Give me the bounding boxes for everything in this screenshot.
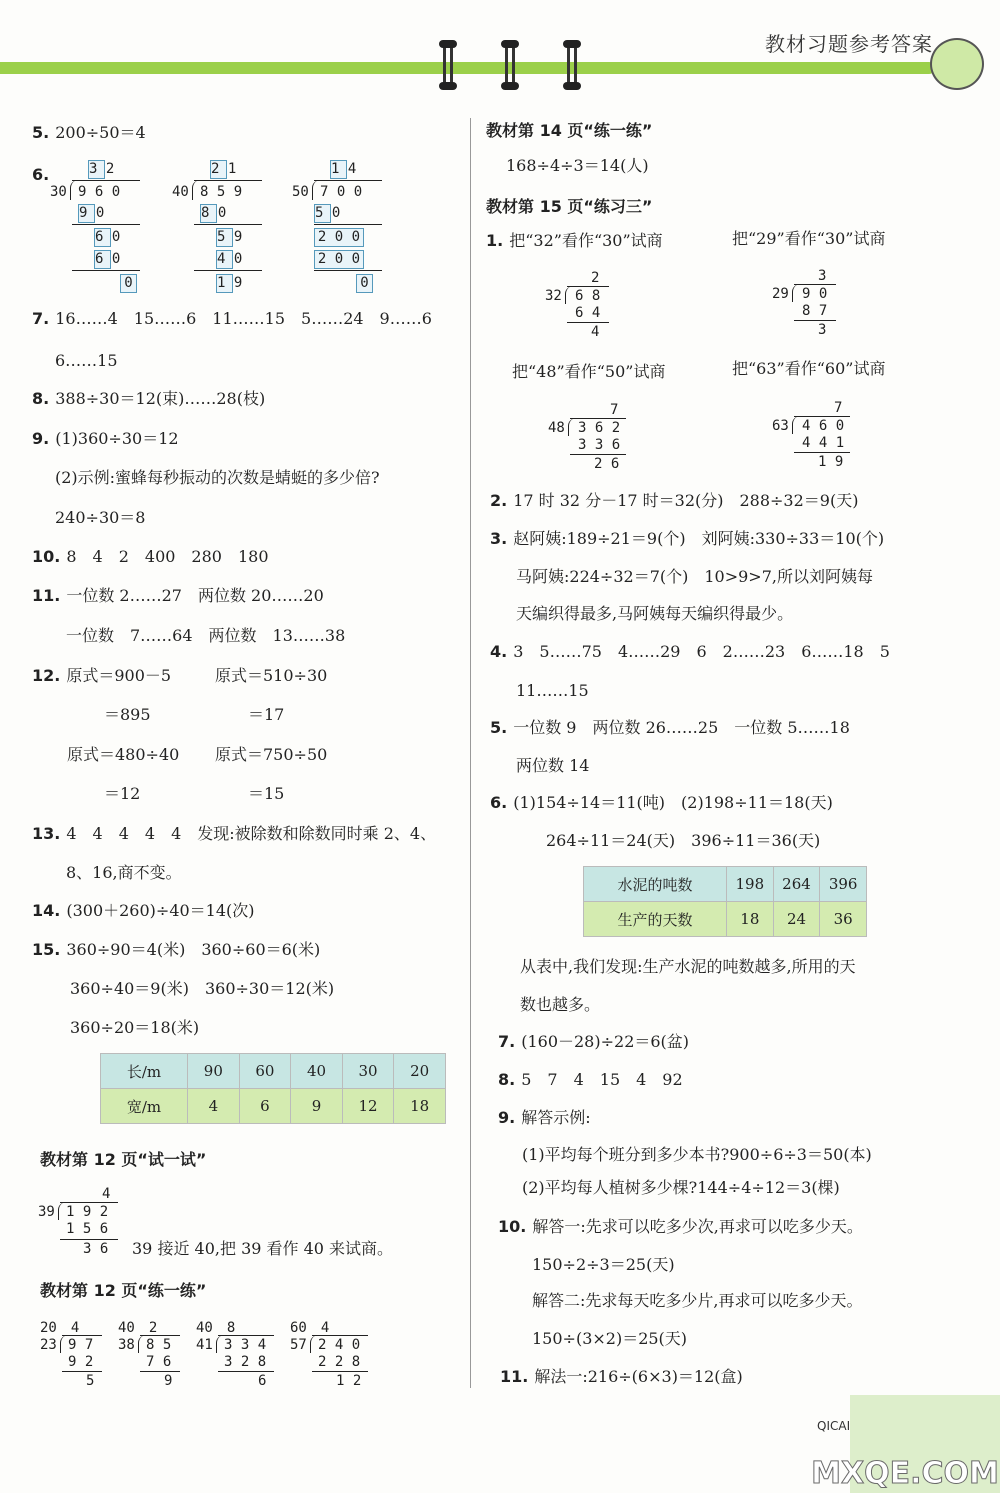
table-cell: 生产的天数 — [584, 902, 727, 937]
page-title: 教材习题参考答案 — [765, 32, 933, 56]
subtraction-line — [62, 1371, 102, 1372]
divisor: 48 — [548, 420, 565, 436]
divisor: 32 — [545, 288, 562, 304]
table-cell: 24 — [773, 902, 820, 937]
table-row — [584, 867, 867, 902]
answer-r1: 1. 把“32”看作“30”试商 — [486, 231, 663, 250]
answer-p14: 168÷4÷3＝14(人) — [506, 156, 649, 175]
divisor: 38 — [118, 1337, 135, 1353]
answer-box: 2 0 0 — [314, 250, 364, 269]
product: 8 7 — [802, 303, 828, 319]
divisor: 50 — [292, 184, 309, 200]
product: 3 2 8 — [224, 1354, 267, 1370]
header-bar — [0, 62, 935, 74]
answer-7: 7. 16……4 15……6 11……15 5……24 9……6 — [32, 309, 432, 328]
answer-r1-d: 把“63”看作“60”试商 — [732, 359, 886, 378]
subtraction-line — [72, 224, 140, 225]
division-bracket — [565, 286, 574, 304]
table-row — [101, 1054, 446, 1089]
answer-r10-line2: 150÷2÷3＝25(天) — [532, 1255, 675, 1274]
remainder: 1 2 — [336, 1373, 362, 1389]
divisor: 39 — [38, 1204, 55, 1220]
division-bar — [194, 180, 262, 181]
answer-12-a2: ＝895 — [104, 705, 151, 724]
answer-r3-line2: 马阿姨:224÷32＝7(个) 10>9>7,所以刘阿姨每 — [516, 567, 873, 586]
dividend: 3 6 2 — [578, 420, 621, 436]
dividend: 9 6 0 — [78, 184, 121, 200]
dividend: 4 6 0 — [802, 418, 845, 434]
answer-box: 1 9 — [217, 275, 243, 291]
long-division — [48, 160, 143, 290]
quotient: 3 — [818, 268, 827, 284]
long-division — [38, 1186, 118, 1261]
division-bar — [72, 180, 140, 181]
long-division — [290, 160, 385, 290]
dividend: 8 5 9 — [200, 184, 243, 200]
remainder: 1 9 — [818, 454, 844, 470]
long-division — [772, 268, 842, 340]
answer-r7: 7. (160－28)÷22＝6(盆) — [498, 1032, 690, 1051]
mascot-icon — [930, 38, 984, 90]
division-bar — [794, 284, 836, 285]
long-division — [545, 270, 615, 342]
answer-9-line3: 240÷30＝8 — [55, 508, 146, 527]
answer-8: 8. 388÷30＝12(束)……28(枝) — [32, 389, 266, 408]
answer-r8: 8. 5 7 4 15 4 92 — [498, 1070, 683, 1089]
answer-box: 0 — [120, 274, 137, 293]
answer-r9: 9. 解答示例: — [498, 1108, 591, 1127]
answer-box: 6 0 — [95, 251, 121, 267]
quotient: 7 — [610, 402, 619, 418]
subtraction-line — [570, 454, 626, 455]
answer-box: 5 0 — [315, 205, 341, 221]
estimate: 20 4 — [40, 1320, 80, 1336]
remainder: 3 6 — [83, 1241, 109, 1257]
remainder: 2 6 — [594, 456, 620, 472]
product: 3 3 6 — [578, 437, 621, 453]
table-cell: 9 — [291, 1089, 343, 1124]
long-division — [290, 1320, 368, 1390]
division-bar — [570, 418, 626, 419]
answer-6-number: 6. — [32, 165, 50, 184]
answer-r6-line3: 从表中,我们发现:生产水泥的吨数越多,所用的天 — [520, 957, 856, 976]
dividend: 8 5 — [146, 1337, 172, 1353]
table-cell: 30 — [342, 1054, 394, 1089]
division-bracket — [568, 418, 577, 436]
answer-12: 12. 原式＝900－5 — [32, 666, 172, 685]
answer-box: 4 0 — [217, 251, 243, 267]
answer-r1-b: 把“29”看作“30”试商 — [732, 229, 886, 248]
answer-9: 9. (1)360÷30＝12 — [32, 429, 179, 448]
answer-14: 14. (300＋260)÷40＝14(次) — [32, 901, 255, 920]
table-cell: 4 — [188, 1089, 240, 1124]
division-bar — [60, 1202, 118, 1203]
section-heading: 教材第 15 页“练习三” — [486, 197, 653, 216]
decorative-knot-icon — [505, 40, 515, 90]
dividend: 2 4 0 — [318, 1337, 361, 1353]
answer-r4: 4. 3 5……75 4……29 6 2……23 6……18 5 — [490, 642, 890, 661]
estimate: 60 4 — [290, 1320, 330, 1336]
divisor: 40 — [172, 184, 189, 200]
table-row — [584, 902, 867, 937]
table-cell: 198 — [727, 867, 774, 902]
answer-r6-line4: 数也越多。 — [520, 995, 601, 1014]
answer-r4-cont: 11……15 — [516, 681, 589, 700]
long-division — [40, 1320, 102, 1390]
divisor: 63 — [772, 418, 789, 434]
answer-r2: 2. 17 时 32 分－17 时＝32(分) 288÷32＝9(天) — [490, 491, 859, 510]
long-division — [118, 1320, 180, 1390]
subtraction-line — [567, 322, 609, 323]
answer-11: 11. 一位数 2……27 两位数 20……20 — [32, 586, 324, 605]
division-bar — [140, 1335, 180, 1336]
answer-12-d1: 原式＝750÷50 — [215, 745, 328, 764]
divisor: 30 — [50, 184, 67, 200]
length-width-table — [100, 1053, 446, 1124]
table-cell: 18 — [727, 902, 774, 937]
remainder: 3 — [818, 322, 827, 338]
cement-days-table — [583, 866, 867, 937]
answer-7-cont: 6……15 — [55, 351, 118, 370]
subtraction-line — [194, 224, 262, 225]
section-heading: 教材第 12 页“试一试” — [40, 1150, 207, 1169]
table-cell: 12 — [342, 1089, 394, 1124]
table-row — [101, 1089, 446, 1124]
answer-10: 10. 8 4 2 400 280 180 — [32, 547, 269, 566]
subtraction-line — [314, 270, 382, 271]
answer-box: 2 0 0 — [314, 228, 364, 247]
answer-box: 2 1 — [211, 161, 237, 177]
remainder: 9 — [164, 1373, 173, 1389]
dividend: 9 7 — [68, 1337, 94, 1353]
table-cell: 264 — [773, 867, 820, 902]
product: 1 5 6 — [66, 1221, 109, 1237]
table-cell: 40 — [291, 1054, 343, 1089]
answer-r3: 3. 赵阿姨:189÷21＝9(个) 刘阿姨:330÷33＝10(个) — [490, 529, 885, 548]
dividend: 6 8 — [575, 288, 601, 304]
subtraction-line — [218, 1371, 274, 1372]
divisor: 23 — [40, 1337, 57, 1353]
decorative-knot-icon — [567, 40, 577, 90]
footer-brand: QICAI — [817, 1419, 851, 1433]
product: 2 2 8 — [318, 1354, 361, 1370]
table-cell: 396 — [820, 867, 867, 902]
answer-12-c1: 原式＝480÷40 — [67, 745, 180, 764]
divisor: 29 — [772, 286, 789, 302]
decorative-knot-icon — [443, 40, 453, 90]
subtraction-line — [312, 1371, 368, 1372]
answer-box: 3 2 — [89, 161, 115, 177]
divisor: 41 — [196, 1337, 213, 1353]
dividend: 9 0 — [802, 286, 828, 302]
table-cell: 6 — [239, 1089, 291, 1124]
quotient: 7 — [834, 400, 843, 416]
answer-13: 13. 4 4 4 4 4 发现:被除数和除数同时乘 2、4、 — [32, 824, 437, 843]
estimate: 40 2 — [118, 1320, 158, 1336]
watermark-logo-icon — [805, 1395, 1000, 1493]
long-division — [196, 1320, 274, 1390]
product: 9 2 — [68, 1354, 94, 1370]
division-bar — [567, 286, 609, 287]
answer-r6-line2: 264÷11＝24(天) 396÷11＝36(天) — [546, 831, 821, 850]
division-bar — [62, 1335, 102, 1336]
table-cell: 水泥的吨数 — [584, 867, 727, 902]
answer-r3-line3: 天编织得最多,马阿姨每天编织得最少。 — [516, 604, 794, 623]
answer-12-b1: 原式＝510÷30 — [215, 666, 328, 685]
subtraction-line — [60, 1239, 118, 1240]
product: 6 4 — [575, 305, 601, 321]
table-cell: 宽/m — [101, 1089, 188, 1124]
answer-12-b2: ＝17 — [248, 705, 285, 724]
answer-box: 5 9 — [217, 229, 243, 245]
division-bar — [312, 1335, 368, 1336]
answer-box: 6 0 — [95, 229, 121, 245]
long-division — [170, 160, 265, 290]
column-divider — [470, 118, 471, 1388]
answer-box: 9 0 — [79, 205, 105, 221]
long-division — [548, 402, 626, 474]
answer-r11: 11. 解法一:216÷(6×3)＝12(盒) — [500, 1367, 743, 1386]
try-note: 39 接近 40,把 39 看作 40 来试商。 — [132, 1239, 394, 1258]
answer-r9-line3: (2)平均每人植树多少棵?144÷4÷12＝3(棵) — [522, 1178, 840, 1197]
dividend: 7 0 0 — [320, 184, 363, 200]
dividend: 1 9 2 — [66, 1204, 109, 1220]
answer-12-d2: ＝15 — [248, 784, 285, 803]
division-bar — [794, 416, 850, 417]
answer-15-line3: 360÷20＝18(米) — [70, 1018, 200, 1037]
answer-r10: 10. 解答一:先求可以吃多少次,再求可以吃多少天。 — [498, 1217, 863, 1236]
answer-box: 1 4 — [331, 161, 357, 177]
table-cell: 20 — [394, 1054, 446, 1089]
answer-r6: 6. (1)154÷14＝11(吨) (2)198÷11＝18(天) — [490, 793, 833, 812]
quotient: 4 — [102, 1186, 111, 1202]
answer-r10-line3: 解答二:先求每天吃多少片,再求可以吃多少天。 — [532, 1291, 863, 1310]
section-heading: 教材第 14 页“练一练” — [486, 121, 653, 140]
answer-13-cont: 8、16,商不变。 — [66, 863, 182, 882]
answer-5: 5. 200÷50＝4 — [32, 123, 146, 142]
answer-r9-line2: (1)平均每个班分到多少本书?900÷6÷3＝50(本) — [522, 1145, 872, 1164]
product: 7 6 — [146, 1354, 172, 1370]
subtraction-line — [72, 270, 140, 271]
answer-r10-line4: 150÷(3×2)＝25(天) — [532, 1329, 688, 1348]
subtraction-line — [140, 1371, 180, 1372]
subtraction-line — [794, 452, 850, 453]
answer-9-line2: (2)示例:蜜蜂每秒振动的次数是蜻蜓的多少倍? — [55, 468, 380, 487]
remainder: 5 — [86, 1373, 95, 1389]
answer-15-line2: 360÷40＝9(米) 360÷30＝12(米) — [70, 979, 335, 998]
answer-r5: 5. 一位数 9 两位数 26……25 一位数 5……18 — [490, 718, 850, 737]
long-division — [772, 400, 850, 472]
product: 4 4 1 — [802, 435, 845, 451]
table-cell: 长/m — [101, 1054, 188, 1089]
answer-12-c2: ＝12 — [104, 784, 141, 803]
table-cell: 18 — [394, 1089, 446, 1124]
division-bracket — [792, 416, 801, 434]
answer-box: 8 0 — [201, 205, 227, 221]
subtraction-line — [194, 270, 262, 271]
division-bracket — [792, 284, 801, 302]
division-bar — [314, 180, 382, 181]
estimate: 40 8 — [196, 1320, 236, 1336]
subtraction-line — [314, 224, 382, 225]
answer-11-line2: 一位数 7……64 两位数 13……38 — [66, 626, 346, 645]
dividend: 3 3 4 — [224, 1337, 267, 1353]
watermark-text: MXQE.COM — [811, 1456, 999, 1491]
remainder: 4 — [591, 324, 600, 340]
division-bar — [218, 1335, 274, 1336]
table-cell: 36 — [820, 902, 867, 937]
section-heading: 教材第 12 页“练一练” — [40, 1281, 207, 1300]
answer-box: 0 — [356, 274, 373, 293]
answer-15: 15. 360÷90＝4(米) 360÷60＝6(米) — [32, 940, 321, 959]
quotient: 2 — [591, 270, 600, 286]
divisor: 57 — [290, 1337, 307, 1353]
answer-r1-c: 把“48”看作“50”试商 — [512, 362, 666, 381]
answer-r5-cont: 两位数 14 — [516, 756, 590, 775]
table-cell: 60 — [239, 1054, 291, 1089]
table-cell: 90 — [188, 1054, 240, 1089]
subtraction-line — [794, 320, 836, 321]
remainder: 6 — [258, 1373, 267, 1389]
